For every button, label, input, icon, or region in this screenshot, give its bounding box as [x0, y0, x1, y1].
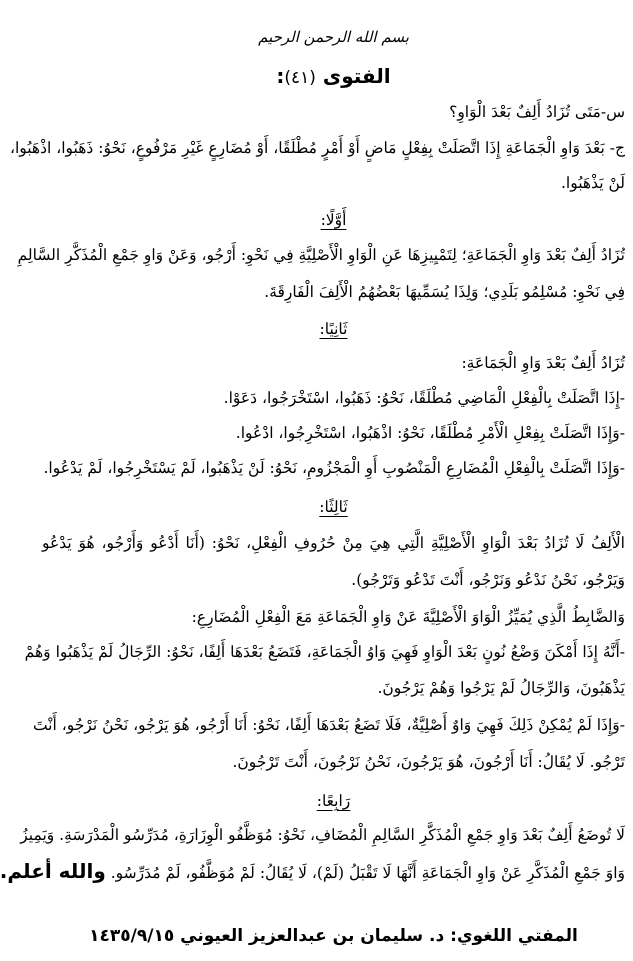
- third-item-2-line-2: تَرْجُو. لَا يُقَالُ: أَنَا أَرْجُونَ، هُوَ يَرْجُونَ، نَحْنُ نَرْجُونَ، أَنْتَ تَرْجُونَ.: [232, 753, 625, 771]
- second-intro: تُزَادُ أَلِفٌ بَعْدَ وَاوِ الْجَمَاعَةِ:: [461, 354, 625, 372]
- basmala: بسم الله الرحمن الرحيم: [258, 28, 409, 46]
- fatwa-title: [34, 64, 633, 88]
- fatwa-title-colon: :: [276, 64, 285, 88]
- third-rule: وَالضَّابِطُ الَّذِي يُمَيِّزُ الْوَاوَ الْأَصْلِيَّةَ عَنْ وَاوِ الْجَمَاعَةِ مَعَ الْفِعْلِ الْمُضَارِعِ:: [191, 608, 625, 626]
- fourth-line-2-text: وَاوَ جَمْعِ الْمُذَكَّرِ عَنْ وَاوِ الْجَمَاعَةِ أَنَّهَا لَا تَقْبَلُ (لَمْ)، لَا يُقَالُ: لَمْ مُوَظَّفُو، لَمْ مُدَرِّسُو.: [110, 864, 625, 882]
- signature: المفتي اللغوي: د. سليمان بن عبدالعزيز العيوني ١٤٣٥/٩/١٥: [89, 926, 578, 946]
- section-heading-second: ثَانِيًا:: [319, 320, 348, 338]
- second-item-3: -وَإِذَا اتَّصَلَتْ بِالْفِعْلِ الْمُضَارِعِ الْمَنْصُوبِ أَوِ الْمَجْزُومِ، نَحْوُ: لَنْ يَذْهَبُوا، لَمْ يَسْتَخْرِجُوا، لَمْ يَدْعُوا.: [43, 459, 625, 477]
- answer-line-2: لَنْ يَذْهَبُوا.: [561, 174, 625, 192]
- fourth-line-1: لَا تُوضَعُ أَلِفٌ بَعْدَ وَاوِ جَمْعِ الْمُذَكَّرِ السَّالِمِ الْمُضَافِ، نَحْوُ: مُوَظَّفُو الْوِزَارَةِ، مُدَرِّسُو الْمَدْرَسَةِ. وَيَمِيزُ: [20, 826, 625, 844]
- third-line-2: وَيَرْجُو، نَحْنُ نَدْعُو وَنَرْجُو، أَنْتَ تَدْعُو وَتَرْجُو).: [351, 571, 625, 589]
- fourth-line-2: [0, 859, 625, 884]
- fatwa-number: (٤١): [284, 68, 316, 88]
- answer-line-1: ج- بَعْدَ وَاوِ الْجَمَاعَةِ إِذَا اتَّصَلَتْ بِفِعْلٍ مَاضٍ أَوْ أَمْرٍ مُطْلَقًا، أَوْ مُضَارِعٍ غَيْرِ مَرْفُوعٍ، نَحْوُ: ذَهَبُوا، اذْهَبُوا،: [9, 139, 625, 157]
- third-item-1-line-1: -أَنَّهُ إِذَا أَمْكَنَ وَضْعُ نُونٍ بَعْدَ الْوَاوِ فَهِيَ وَاوُ الْجَمَاعَةِ، فَتَضَعُ بَعْدَهَا أَلِفًا، نَحْوُ: الرِّجَالُ لَمْ يَذْهَبُوا وَهُمْ: [24, 643, 625, 661]
- second-item-1: -إِذَا اتَّصَلَتْ بِالْفِعْلِ الْمَاضِي مُطْلَقًا، نَحْوُ: ذَهَبُوا، اسْتَخْرَجُوا، دَعَوْا.: [223, 389, 625, 407]
- first-line-2: فِي نَحْوِ: مُسْلِمُو بَلَدِي؛ وَلِذَا يُسَمِّيهَا بَعْضُهُمُ الْأَلِفَ الْفَارِقَةَ.: [264, 283, 625, 301]
- question: س-مَتَى تُزَادُ أَلِفٌ بَعْدَ الْوَاوِ؟: [449, 103, 625, 121]
- fatwa-title-label: الفتوى: [322, 64, 391, 88]
- closing-phrase: والله أعلم.: [0, 859, 106, 883]
- first-line-1: تُزَادُ أَلِفٌ بَعْدَ وَاوِ الْجَمَاعَةِ؛ لِتَمْيِيزِهَا عَنِ الْوَاوِ الْأَصْلِيَّةِ فِي نَحْوِ: أَرْجُو، وَعَنْ وَاوِ جَمْعِ الْمُذَكَّرِ السَّالِمِ: [17, 246, 625, 264]
- third-item-1-line-2: يَذْهَبُونَ، وَالرِّجَالُ لَمْ يَرْجُوا وَهُمْ يَرْجُونَ.: [377, 679, 625, 697]
- section-heading-fourth: رَابِعًا:: [316, 792, 351, 810]
- third-item-2-line-1: -وَإِذَا لَمْ يُمْكِنْ ذَلِكَ فَهِيَ وَاوٌ أَصْلِيَّةٌ، فَلَا تَضَعُ بَعْدَهَا أَلِفًا، نَحْوُ: أَنَا أَرْجُو، هُوَ يَرْجُو، نَحْنُ نَرْجُو، أَنْتَ: [32, 716, 625, 734]
- third-line-1: الْأَلِفُ لَا تُزَادُ بَعْدَ الْوَاوِ الْأَصْلِيَّةِ الَّتِي هِيَ مِنْ حُرُوفِ الْفِعْلِ، نَحْوُ: (أَنَا أَدْعُو وَأَرْجُو، هُوَ يَدْعُو: [42, 534, 625, 552]
- section-heading-third: ثَالِثًا:: [319, 498, 348, 516]
- second-item-2: -وَإِذَا اتَّصَلَتْ بِفِعْلِ الْأَمْرِ مُطْلَقًا، نَحْوُ: اذْهَبُوا، اسْتَخْرِجُوا، ادْعُوا.: [235, 424, 625, 442]
- section-heading-first: أَوَّلًا:: [320, 211, 347, 229]
